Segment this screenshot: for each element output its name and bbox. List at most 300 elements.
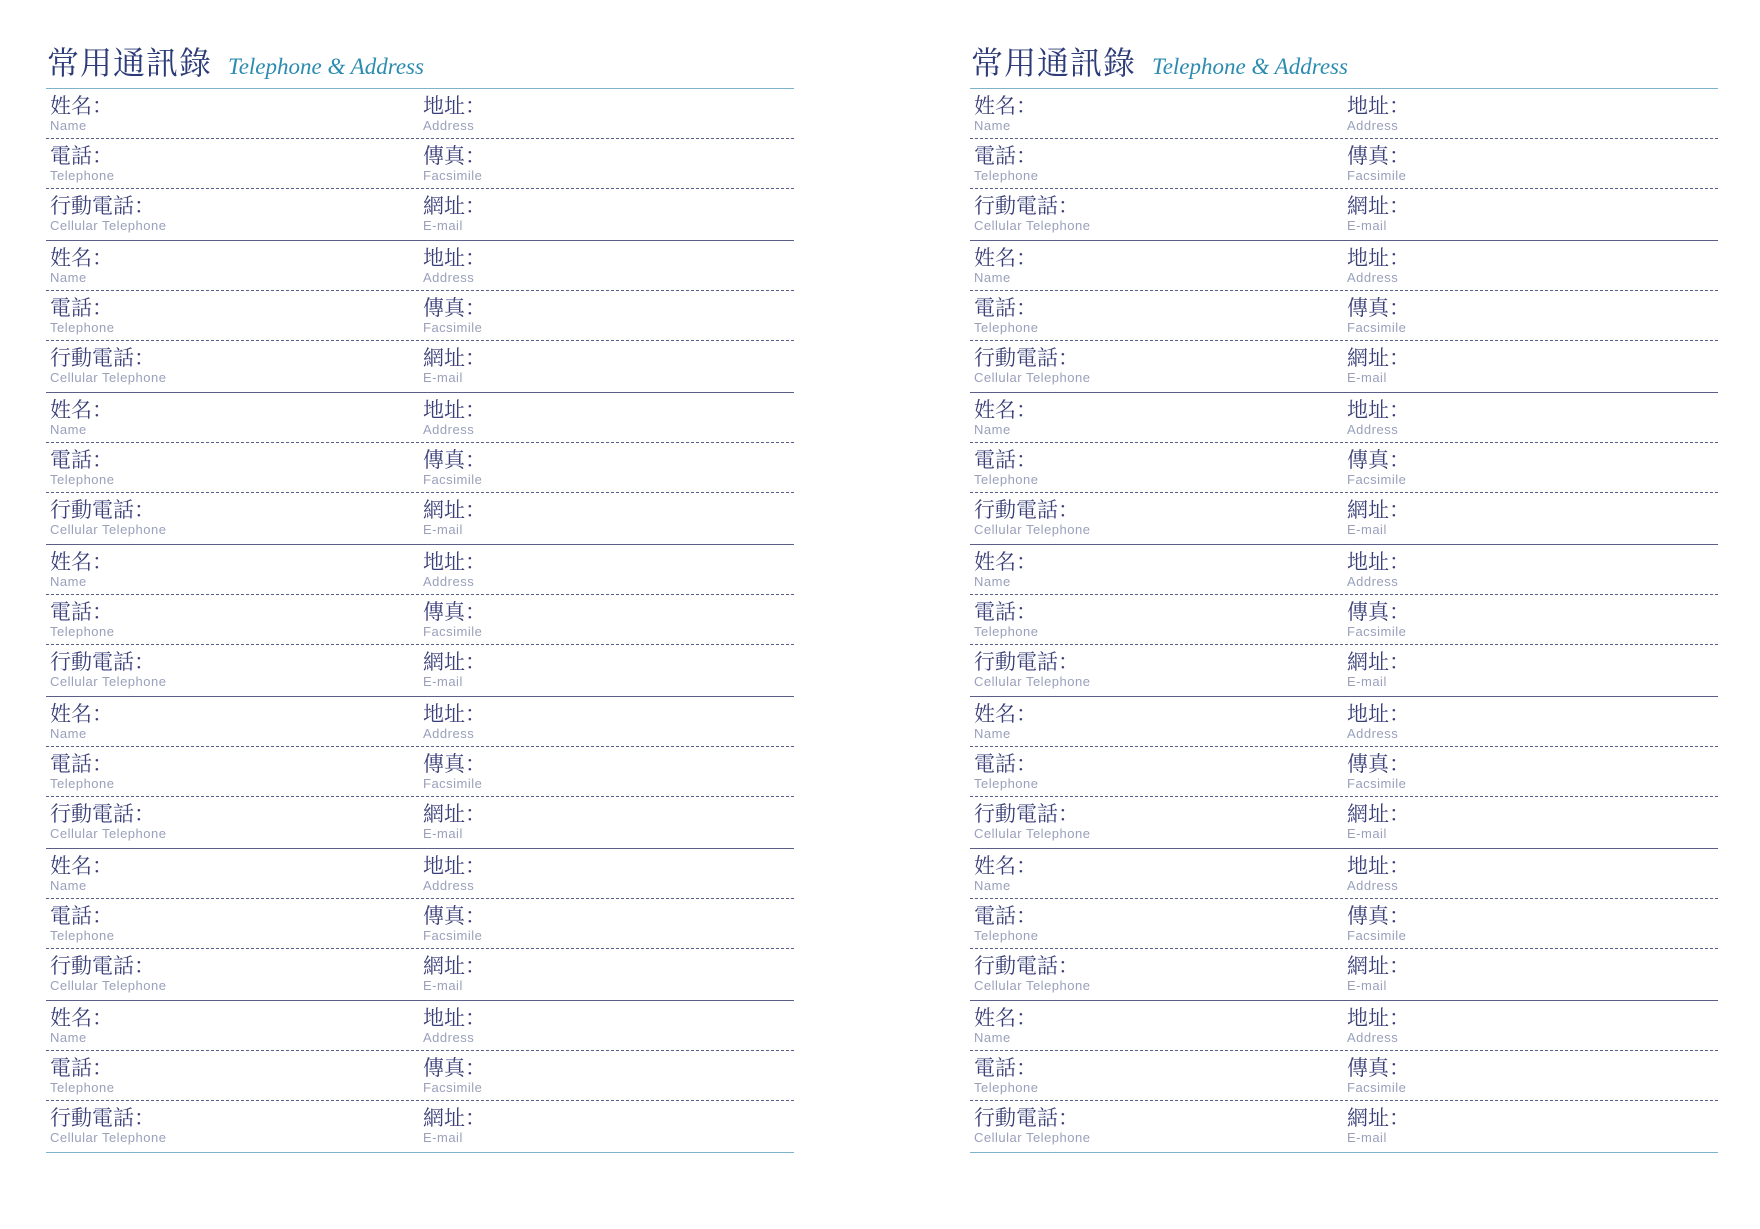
mobile-label-en: Cellular Telephone — [974, 674, 1091, 689]
entry-row-name-address — [46, 89, 794, 139]
address-label-en: Address — [1347, 574, 1399, 589]
contact-entry — [46, 849, 794, 1001]
email-label: 網址： — [1347, 802, 1410, 826]
entry-row-name-address — [46, 1001, 794, 1051]
mobile-label-en: Cellular Telephone — [974, 522, 1091, 537]
fax-label: 傳真： — [1347, 752, 1410, 776]
telephone-label: 電話： — [974, 448, 1037, 472]
telephone-field[interactable] — [970, 1051, 1347, 1100]
entry-row-mobile-email — [46, 1101, 794, 1152]
address-label-en: Address — [1347, 878, 1399, 893]
telephone-label: 電話： — [974, 144, 1037, 168]
name-label-en: Name — [50, 118, 87, 133]
name-field[interactable] — [970, 393, 1347, 442]
telephone-label-en: Telephone — [974, 776, 1039, 791]
email-field[interactable] — [1347, 645, 1718, 696]
address-label-en: Address — [423, 1030, 475, 1045]
telephone-label: 電話： — [974, 752, 1037, 776]
name-field[interactable] — [970, 1001, 1347, 1050]
mobile-label: 行動電話： — [974, 954, 1079, 978]
email-label: 網址： — [423, 1106, 486, 1130]
mobile-label: 行動電話： — [974, 802, 1079, 826]
email-field[interactable] — [1347, 797, 1718, 848]
fax-field[interactable] — [423, 747, 794, 796]
name-field[interactable] — [970, 241, 1347, 290]
mobile-field[interactable] — [970, 189, 1347, 240]
fax-label-en: Facsimile — [423, 472, 483, 487]
fax-label-en: Facsimile — [423, 320, 483, 335]
contact-entry — [970, 393, 1718, 545]
name-label: 姓名： — [50, 246, 113, 270]
entry-row-mobile-email — [970, 645, 1718, 696]
fax-field[interactable] — [423, 291, 794, 340]
mobile-label-en: Cellular Telephone — [974, 826, 1091, 841]
page-title-chinese: 常用通訊錄 — [47, 44, 213, 82]
fax-label: 傳真： — [1347, 904, 1410, 928]
name-label-en: Name — [50, 878, 87, 893]
mobile-field[interactable] — [970, 1101, 1347, 1152]
fax-field[interactable] — [423, 1051, 794, 1100]
email-label: 網址： — [423, 650, 486, 674]
mobile-field[interactable] — [970, 949, 1347, 1000]
email-field[interactable] — [1347, 1101, 1718, 1152]
address-label: 地址： — [423, 550, 486, 574]
entry-row-tel-fax — [46, 1051, 794, 1101]
mobile-label: 行動電話： — [974, 1106, 1079, 1130]
email-field[interactable] — [423, 493, 794, 544]
address-field[interactable] — [423, 89, 794, 138]
telephone-label: 電話： — [50, 144, 113, 168]
entry-row-tel-fax — [970, 747, 1718, 797]
contact-entry — [970, 89, 1718, 241]
name-field[interactable] — [46, 545, 423, 594]
name-label-en: Name — [974, 878, 1011, 893]
address-field[interactable] — [423, 241, 794, 290]
fax-field[interactable] — [1347, 1051, 1718, 1100]
email-label-en: E-mail — [1347, 218, 1387, 233]
page-header — [46, 38, 794, 89]
mobile-label: 行動電話： — [974, 194, 1079, 218]
entry-row-mobile-email — [46, 189, 794, 240]
name-field[interactable] — [970, 697, 1347, 746]
email-field[interactable] — [423, 1101, 794, 1152]
telephone-label-en: Telephone — [974, 320, 1039, 335]
entry-row-name-address — [970, 697, 1718, 747]
telephone-label: 電話： — [974, 904, 1037, 928]
name-label-en: Name — [50, 574, 87, 589]
name-label: 姓名： — [50, 1006, 113, 1030]
telephone-label-en: Telephone — [50, 472, 115, 487]
address-field[interactable] — [1347, 1001, 1718, 1050]
mobile-field[interactable] — [970, 341, 1347, 392]
telephone-label: 電話： — [50, 448, 113, 472]
address-label: 地址： — [1347, 702, 1410, 726]
name-label-en: Name — [974, 118, 1011, 133]
fax-label: 傳真： — [1347, 448, 1410, 472]
name-field[interactable] — [46, 89, 423, 138]
name-field[interactable] — [970, 89, 1347, 138]
email-label-en: E-mail — [423, 826, 463, 841]
mobile-label-en: Cellular Telephone — [974, 370, 1091, 385]
entry-row-mobile-email — [46, 341, 794, 392]
telephone-field[interactable] — [46, 747, 423, 796]
name-label-en: Name — [974, 422, 1011, 437]
address-label: 地址： — [1347, 854, 1410, 878]
name-label: 姓名： — [974, 94, 1037, 118]
email-label-en: E-mail — [423, 370, 463, 385]
contact-entry — [46, 1001, 794, 1153]
mobile-field[interactable] — [970, 493, 1347, 544]
telephone-label: 電話： — [974, 600, 1037, 624]
email-label: 網址： — [1347, 954, 1410, 978]
email-label: 網址： — [423, 802, 486, 826]
name-label: 姓名： — [974, 246, 1037, 270]
entry-row-tel-fax — [970, 139, 1718, 189]
email-field[interactable] — [423, 189, 794, 240]
telephone-label: 電話： — [50, 600, 113, 624]
telephone-field[interactable] — [970, 139, 1347, 188]
mobile-label-en: Cellular Telephone — [974, 1130, 1091, 1145]
mobile-label-en: Cellular Telephone — [50, 370, 167, 385]
telephone-label-en: Telephone — [974, 624, 1039, 639]
fax-field[interactable] — [1347, 443, 1718, 492]
fax-label: 傳真： — [423, 904, 486, 928]
address-field[interactable] — [1347, 241, 1718, 290]
address-label-en: Address — [423, 270, 475, 285]
telephone-field[interactable] — [46, 595, 423, 644]
telephone-field[interactable] — [46, 1051, 423, 1100]
page-header — [970, 38, 1718, 89]
email-label-en: E-mail — [423, 522, 463, 537]
mobile-label: 行動電話： — [50, 1106, 155, 1130]
entry-row-tel-fax — [46, 747, 794, 797]
address-label-en: Address — [1347, 270, 1399, 285]
address-field[interactable] — [423, 1001, 794, 1050]
address-label: 地址： — [423, 702, 486, 726]
fax-label-en: Facsimile — [1347, 928, 1407, 943]
fax-label-en: Facsimile — [423, 1080, 483, 1095]
entry-row-tel-fax — [970, 291, 1718, 341]
contact-entry — [46, 697, 794, 849]
entry-row-name-address — [970, 241, 1718, 291]
email-label-en: E-mail — [423, 674, 463, 689]
name-label: 姓名： — [974, 398, 1037, 422]
fax-field[interactable] — [423, 899, 794, 948]
mobile-label-en: Cellular Telephone — [50, 1130, 167, 1145]
email-label-en: E-mail — [1347, 1130, 1387, 1145]
email-label: 網址： — [1347, 498, 1410, 522]
address-label: 地址： — [1347, 398, 1410, 422]
address-label: 地址： — [1347, 246, 1410, 270]
fax-label-en: Facsimile — [423, 168, 483, 183]
mobile-label-en: Cellular Telephone — [974, 978, 1091, 993]
mobile-label-en: Cellular Telephone — [974, 218, 1091, 233]
mobile-label-en: Cellular Telephone — [50, 826, 167, 841]
address-field[interactable] — [1347, 89, 1718, 138]
name-field[interactable] — [970, 849, 1347, 898]
fax-label-en: Facsimile — [1347, 320, 1407, 335]
fax-field[interactable] — [423, 139, 794, 188]
email-field[interactable] — [1347, 341, 1718, 392]
email-label: 網址： — [423, 194, 486, 218]
entry-row-mobile-email — [46, 797, 794, 848]
fax-field[interactable] — [1347, 139, 1718, 188]
mobile-label: 行動電話： — [974, 650, 1079, 674]
entry-row-tel-fax — [46, 595, 794, 645]
email-label: 網址： — [423, 954, 486, 978]
fax-label-en: Facsimile — [1347, 1080, 1407, 1095]
name-label-en: Name — [50, 1030, 87, 1045]
name-label-en: Name — [974, 574, 1011, 589]
mobile-label: 行動電話： — [50, 650, 155, 674]
email-label: 網址： — [1347, 346, 1410, 370]
fax-label: 傳真： — [1347, 1056, 1410, 1080]
mobile-field[interactable] — [970, 645, 1347, 696]
telephone-label-en: Telephone — [974, 168, 1039, 183]
page-title-chinese: 常用通訊錄 — [971, 44, 1137, 82]
fax-field[interactable] — [423, 443, 794, 492]
contact-entry — [46, 545, 794, 697]
address-label: 地址： — [423, 854, 486, 878]
address-field[interactable] — [1347, 545, 1718, 594]
telephone-label-en: Telephone — [50, 168, 115, 183]
entry-row-tel-fax — [46, 899, 794, 949]
name-label: 姓名： — [50, 550, 113, 574]
email-label-en: E-mail — [423, 978, 463, 993]
address-label-en: Address — [1347, 118, 1399, 133]
email-label: 網址： — [1347, 194, 1410, 218]
telephone-field[interactable] — [970, 747, 1347, 796]
entry-row-name-address — [46, 545, 794, 595]
telephone-label-en: Telephone — [50, 320, 115, 335]
email-label-en: E-mail — [423, 1130, 463, 1145]
mobile-field[interactable] — [46, 949, 423, 1000]
telephone-label: 電話： — [974, 1056, 1037, 1080]
name-field[interactable] — [46, 241, 423, 290]
contact-entry — [970, 241, 1718, 393]
name-field[interactable] — [46, 849, 423, 898]
address-field[interactable] — [1347, 697, 1718, 746]
address-label-en: Address — [423, 422, 475, 437]
mobile-field[interactable] — [46, 341, 423, 392]
entry-row-tel-fax — [46, 139, 794, 189]
email-label-en: E-mail — [1347, 978, 1387, 993]
email-label-en: E-mail — [1347, 826, 1387, 841]
name-field[interactable] — [46, 697, 423, 746]
contact-entry — [970, 545, 1718, 697]
fax-label-en: Facsimile — [423, 776, 483, 791]
entry-row-mobile-email — [46, 949, 794, 1000]
address-field[interactable] — [1347, 393, 1718, 442]
name-field[interactable] — [46, 1001, 423, 1050]
fax-field[interactable] — [1347, 747, 1718, 796]
email-field[interactable] — [423, 645, 794, 696]
address-field[interactable] — [423, 849, 794, 898]
address-label-en: Address — [423, 118, 475, 133]
address-field[interactable] — [423, 393, 794, 442]
telephone-field[interactable] — [970, 291, 1347, 340]
address-label-en: Address — [1347, 1030, 1399, 1045]
entry-row-name-address — [46, 241, 794, 291]
address-label-en: Address — [1347, 726, 1399, 741]
entry-row-tel-fax — [46, 291, 794, 341]
address-label: 地址： — [423, 94, 486, 118]
name-label-en: Name — [50, 270, 87, 285]
contact-entry — [46, 393, 794, 545]
mobile-label: 行動電話： — [974, 498, 1079, 522]
address-label-en: Address — [423, 878, 475, 893]
mobile-label: 行動電話： — [50, 498, 155, 522]
entry-list — [970, 89, 1718, 1153]
entry-row-name-address — [970, 545, 1718, 595]
address-label: 地址： — [1347, 1006, 1410, 1030]
telephone-label: 電話： — [974, 296, 1037, 320]
contact-entry — [970, 849, 1718, 1001]
entry-row-name-address — [970, 849, 1718, 899]
name-field[interactable] — [46, 393, 423, 442]
fax-label: 傳真： — [423, 1056, 486, 1080]
mobile-field[interactable] — [46, 1101, 423, 1152]
mobile-field[interactable] — [970, 797, 1347, 848]
email-label: 網址： — [423, 346, 486, 370]
name-label: 姓名： — [50, 398, 113, 422]
entry-row-name-address — [46, 393, 794, 443]
email-label: 網址： — [1347, 1106, 1410, 1130]
telephone-label: 電話： — [50, 1056, 113, 1080]
fax-label: 傳真： — [423, 752, 486, 776]
name-label-en: Name — [50, 726, 87, 741]
mobile-field[interactable] — [46, 493, 423, 544]
entry-row-name-address — [970, 1001, 1718, 1051]
mobile-label-en: Cellular Telephone — [50, 978, 167, 993]
name-label-en: Name — [974, 726, 1011, 741]
entry-row-name-address — [970, 393, 1718, 443]
entry-row-tel-fax — [970, 595, 1718, 645]
email-label-en: E-mail — [1347, 522, 1387, 537]
fax-field[interactable] — [1347, 291, 1718, 340]
email-label-en: E-mail — [423, 218, 463, 233]
email-field[interactable] — [1347, 189, 1718, 240]
fax-field[interactable] — [1347, 899, 1718, 948]
name-label: 姓名： — [50, 702, 113, 726]
name-label: 姓名： — [974, 702, 1037, 726]
mobile-label-en: Cellular Telephone — [50, 522, 167, 537]
address-label: 地址： — [423, 398, 486, 422]
fax-label: 傳真： — [1347, 296, 1410, 320]
address-field[interactable] — [423, 697, 794, 746]
telephone-label-en: Telephone — [50, 928, 115, 943]
fax-field[interactable] — [423, 595, 794, 644]
fax-label-en: Facsimile — [1347, 168, 1407, 183]
entry-row-tel-fax — [46, 443, 794, 493]
email-label-en: E-mail — [1347, 370, 1387, 385]
name-label: 姓名： — [50, 94, 113, 118]
telephone-field[interactable] — [46, 139, 423, 188]
name-label: 姓名： — [974, 1006, 1037, 1030]
address-field[interactable] — [423, 545, 794, 594]
telephone-label-en: Telephone — [974, 1080, 1039, 1095]
telephone-field[interactable] — [46, 899, 423, 948]
telephone-label: 電話： — [50, 904, 113, 928]
address-label-en: Address — [1347, 422, 1399, 437]
fax-label: 傳真： — [423, 600, 486, 624]
entry-row-mobile-email — [46, 493, 794, 544]
name-label: 姓名： — [50, 854, 113, 878]
contact-entry — [970, 697, 1718, 849]
email-label: 網址： — [423, 498, 486, 522]
telephone-field[interactable] — [46, 291, 423, 340]
telephone-label: 電話： — [50, 752, 113, 776]
name-label-en: Name — [974, 1030, 1011, 1045]
entry-row-name-address — [46, 849, 794, 899]
fax-label: 傳真： — [423, 296, 486, 320]
address-field[interactable] — [1347, 849, 1718, 898]
name-label: 姓名： — [974, 550, 1037, 574]
fax-field[interactable] — [1347, 595, 1718, 644]
telephone-field[interactable] — [970, 899, 1347, 948]
mobile-label: 行動電話： — [50, 954, 155, 978]
address-label-en: Address — [423, 726, 475, 741]
contact-entry — [46, 241, 794, 393]
address-page-right — [970, 38, 1718, 1153]
mobile-field[interactable] — [46, 797, 423, 848]
entry-row-mobile-email — [970, 1101, 1718, 1152]
telephone-label-en: Telephone — [974, 472, 1039, 487]
mobile-field[interactable] — [46, 645, 423, 696]
mobile-label-en: Cellular Telephone — [50, 218, 167, 233]
fax-label: 傳真： — [423, 448, 486, 472]
email-field[interactable] — [1347, 493, 1718, 544]
email-label-en: E-mail — [1347, 674, 1387, 689]
entry-row-mobile-email — [46, 645, 794, 696]
entry-row-mobile-email — [970, 797, 1718, 848]
telephone-label-en: Telephone — [974, 928, 1039, 943]
page-title-english: Telephone & Address — [1152, 54, 1348, 79]
contact-entry — [46, 89, 794, 241]
entry-row-name-address — [46, 697, 794, 747]
telephone-field[interactable] — [970, 595, 1347, 644]
entry-row-mobile-email — [970, 341, 1718, 392]
email-field[interactable] — [423, 797, 794, 848]
mobile-label-en: Cellular Telephone — [50, 674, 167, 689]
email-field[interactable] — [1347, 949, 1718, 1000]
fax-label: 傳真： — [423, 144, 486, 168]
address-label: 地址： — [423, 246, 486, 270]
fax-label-en: Facsimile — [1347, 776, 1407, 791]
telephone-field[interactable] — [970, 443, 1347, 492]
email-label: 網址： — [1347, 650, 1410, 674]
mobile-field[interactable] — [46, 189, 423, 240]
email-field[interactable] — [423, 949, 794, 1000]
page-title-english: Telephone & Address — [228, 54, 424, 79]
fax-label-en: Facsimile — [1347, 472, 1407, 487]
name-field[interactable] — [970, 545, 1347, 594]
contact-entry — [970, 1001, 1718, 1153]
entry-row-tel-fax — [970, 899, 1718, 949]
telephone-label: 電話： — [50, 296, 113, 320]
email-field[interactable] — [423, 341, 794, 392]
mobile-label: 行動電話： — [974, 346, 1079, 370]
name-label-en: Name — [50, 422, 87, 437]
fax-label: 傳真： — [1347, 144, 1410, 168]
entry-row-mobile-email — [970, 493, 1718, 544]
mobile-label: 行動電話： — [50, 194, 155, 218]
telephone-label-en: Telephone — [50, 624, 115, 639]
telephone-label-en: Telephone — [50, 776, 115, 791]
entry-row-tel-fax — [970, 443, 1718, 493]
entry-list — [46, 89, 794, 1153]
telephone-field[interactable] — [46, 443, 423, 492]
